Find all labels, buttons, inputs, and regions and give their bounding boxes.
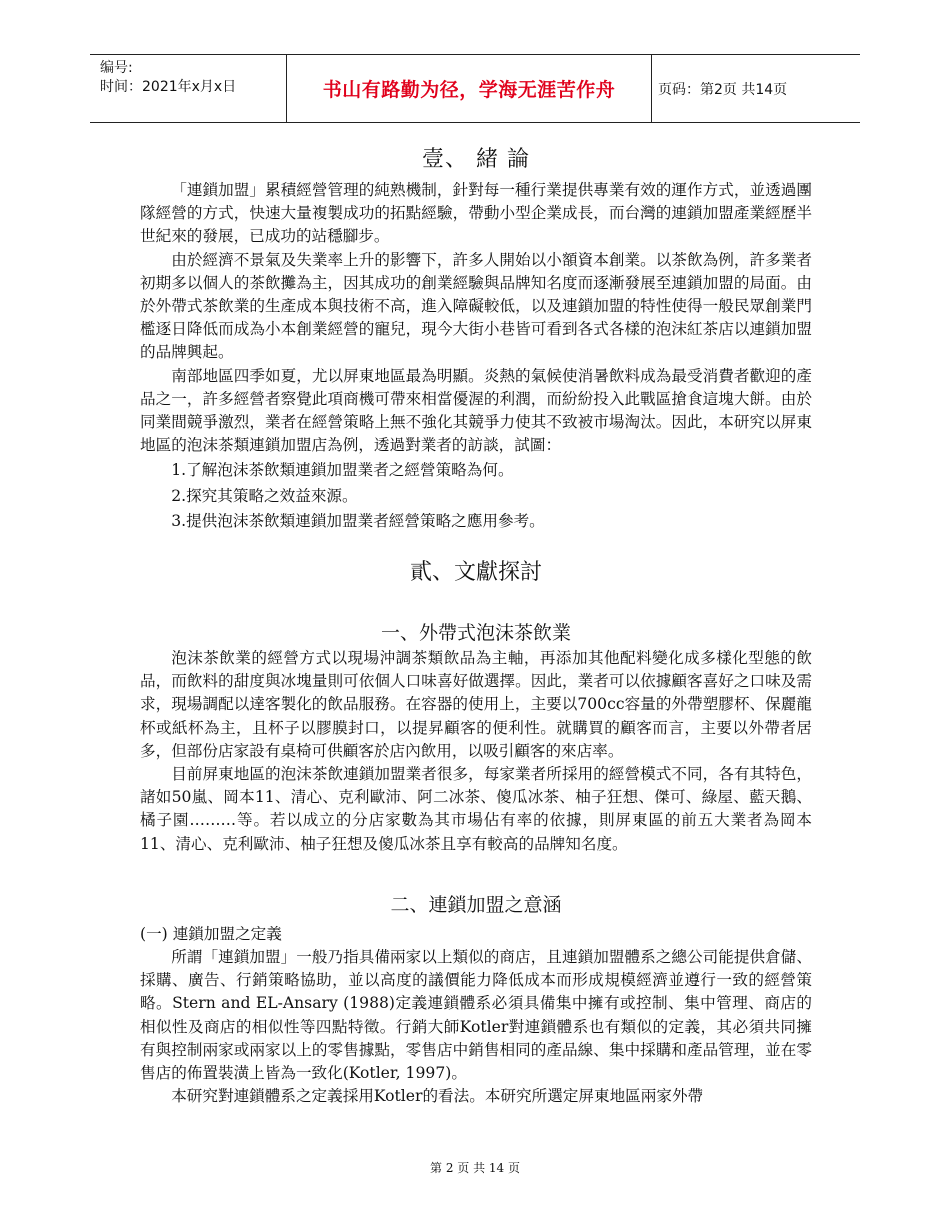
document-time-label: 时间：2021年x月x日 [100, 79, 237, 95]
header-page-number: 页码：第2页 共14页 [658, 81, 788, 98]
paragraph: 由於經濟不景氣及失業率上升的影響下，許多人開始以小額資本創業。以茶飲為例，許多業者初期多以個人的茶飲攤為主，因其成功的創業經驗與品牌知名度而逐漸發展至連鎖加盟的局面。由於外帶式茶飲業的生產成本與技術不高，進入障礙較低，以及連鎖加盟的特性使得一般民眾創業門檻逐日降低而成為小本創業經營的寵兒，現今大街小巷皆可看到各式各樣的泡沫紅茶店以連鎖加盟的品牌興起。 [140, 250, 812, 362]
paragraph: 本研究對連鎖體系之定義採用Kotler的看法。本研究所選定屏東地區兩家外帶 [171, 1087, 704, 1106]
document-body [140, 136, 812, 1109]
list-item: 1.了解泡沫茶飲類連鎖加盟業者之經營策略為何。 [171, 461, 514, 480]
section-1-title: 一、外帶式泡沫茶飲業 [380, 622, 571, 645]
header-motto-cell [286, 55, 652, 122]
chapter-1-title: 壹、 緒 論 [422, 147, 530, 172]
paragraph: 「連鎖加盟」累積經營管理的純熟機制，針對每一種行業提供專業有效的運作方式，並透過團隊經營的方式，快速大量複製成功的拓點經驗，帶動小型企業成長，而台灣的連鎖加盟產業經歷半世紀來的發展，已成功的站穩腳步。 [140, 181, 812, 246]
page-footer: 第 2 页 共 14 页 [430, 1161, 520, 1175]
paragraph: 所謂「連鎖加盟」一般乃指具備兩家以上類似的商店，且連鎖加盟體系之總公司能提供倉儲、採購、廣告、行銷策略協助，並以高度的議價能力降低成本而形成規模經濟並遵行一致的經營策略。Stern and EL-Ansary (1988)定義連鎖體系必須具備集中擁有或控制、集中管理、商店的相似性及商店的相似性等四點特徵。行銷大師Kotler對連鎖體系也有類似的定義，其必須共同擁有與控制兩家或兩家以上的零售據點，零售店中銷售相同的產品線、集中採購和產品管理，並在零售店的佈置裝潢上皆為一致化(Kotler, 1997)。 [140, 948, 812, 1083]
header-meta [100, 59, 280, 97]
document-number-label: 编号: [100, 60, 133, 76]
paragraph: 南部地區四季如夏，尤以屏東地區最為明顯。炎熱的氣候使消暑飲料成為最受消費者歡迎的產品之一，許多經營者察覺此項商機可帶來相當優渥的利潤，而紛紛投入此戰區搶食這塊大餅。由於同業間競爭激烈，業者在經營策略上無不強化其競爭力使其不致被市場淘汰。因此，本研究以屏東地區的泡沫茶類連鎖加盟店為例，透過對業者的訪談，試圖： [140, 366, 812, 455]
paragraph: 目前屏東地區的泡沫茶飲連鎖加盟業者很多，每家業者所採用的經營模式不同，各有其特色，諸如50嵐、岡本11、清心、克利歐沛、阿二冰茶、傻瓜冰茶、柚子狂想、傑可、綠屋、藍天鵝、橘子園………等。若以成立的分店家數為其市場佔有率的依據，則屏東區的前五大業者為岡本11、清心、克利歐沛、柚子狂想及傻瓜冰茶且享有較高的品牌知名度。 [140, 765, 812, 853]
header-motto: 书山有路勤为径，学海无涯苦作舟 [322, 79, 616, 101]
subsection-title: (一) 連鎖加盟之定義 [140, 924, 282, 943]
list-item: 3.提供泡沫茶飲類連鎖加盟業者經營策略之應用參考。 [171, 511, 545, 530]
section-2-title: 二、連鎖加盟之意涵 [390, 893, 562, 916]
chapter-2-title: 貳、文獻探討 [409, 560, 542, 586]
paragraph: 泡沫茶飲業的經營方式以現場沖調茶類飲品為主軸，再添加其他配料變化成多樣化型態的飲品，而飲料的甜度與冰塊量則可依個人口味喜好做選擇。因此，業者可以依據顧客喜好之口味及需求，現場調配以達客製化的飲品服務。在容器的使用上，主要以700cc容量的外帶塑膠杯、保麗龍杯或紙杯為主，且杯子以膠膜封口，以提昇顧客的便利性。就購買的顧客而言，主要以外帶者居多，但部份店家設有桌椅可供顧客於店內飲用，以吸引顧客的來店率。 [140, 649, 812, 760]
page-header [90, 54, 860, 123]
list-item: 2.探究其策略之效益來源。 [171, 486, 358, 505]
